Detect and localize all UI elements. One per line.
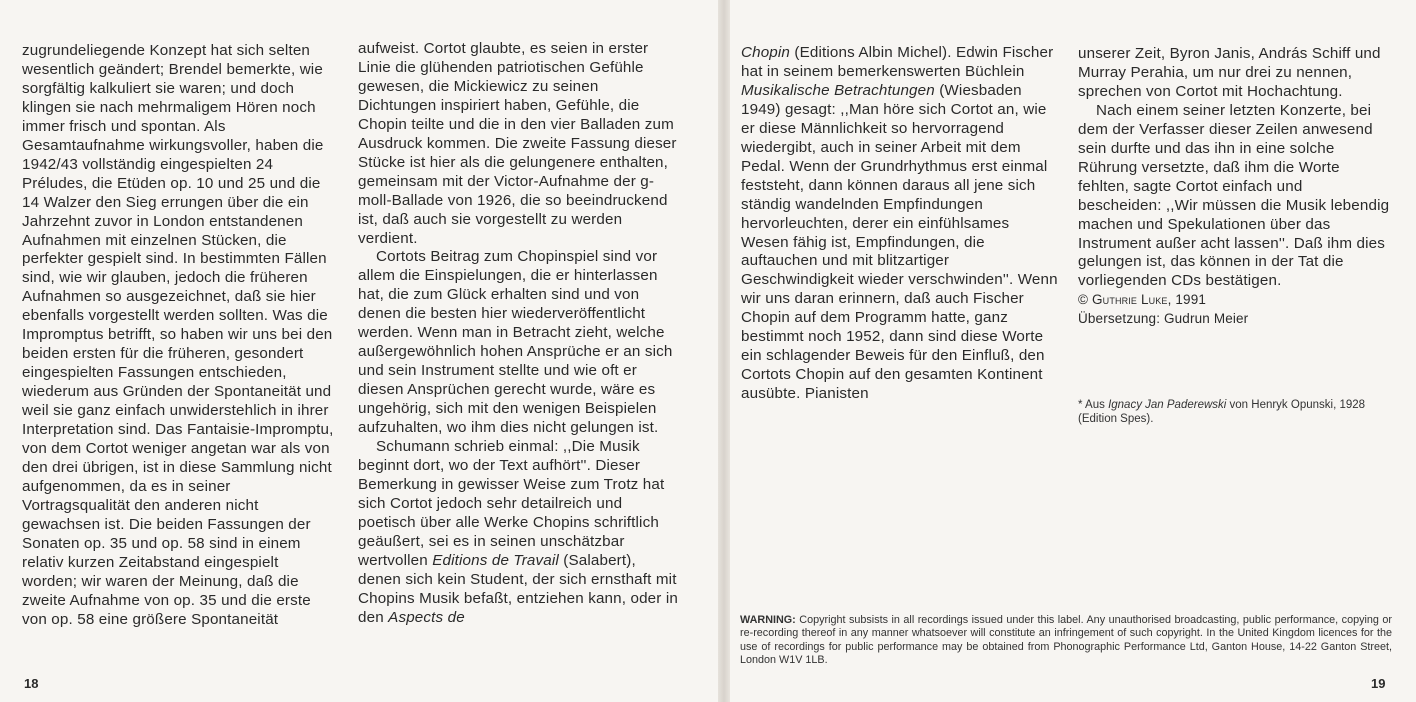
italic-title: Chopin bbox=[741, 44, 791, 61]
left-page-column-2 bbox=[358, 40, 678, 628]
paragraph: aufweist. Cortot glaubte, es seien in erster Linie die glühenden patriotischen Gefühle gewesen, die Mickiewicz zu seinen Dichtungen inspiriert haben, Gefühle, die Chopin teilte und die in den vier Balladen zum Ausdruck kommen. Die zweite Fassung dieser Stücke ist hier als die gelungenere enthalten, gemeinsam mit der Victor-Aufnahme der g-moll-Ballade von 1926, die so beeindruckend ist, daß auch sie vorgestellt zu werden verdient. bbox=[358, 40, 677, 247]
warning-label: WARNING: bbox=[740, 614, 796, 626]
right-page-column-1 bbox=[741, 44, 1059, 404]
page-number-left: 18 bbox=[24, 676, 39, 691]
author-credit bbox=[1078, 291, 1390, 310]
italic-title: Aspects de bbox=[388, 608, 465, 626]
italic-title: Musikalische Betrachtungen bbox=[741, 81, 935, 99]
text-run: (Wiesbaden 1949) gesagt: ,,Man höre sich Cortot an, wie er diese Männlichkeit so hervorragend wiedergibt, auch in seiner Arbeit mit dem Pedal. Wenn der Grundrhythmus erst einmal feststeht, dann können daraus all jene sich ständig wandelnden Empfindungen hervorleuchten, derer ein einfühlsames Wesen fähig ist, Empfindungen, die auftauchen und mit blitzartiger Geschwindigkeit wieder verschwinden''. Wenn wir uns daran erinnern, daß auch Fischer Chopin auf dem Programm hatte, ganz bestimmt noch 1952, dann sind diese Worte ein schlagender Beweis für den Einfluß, den Cortots Chopin auf den gesamten Kontinent ausübte. Pianisten bbox=[741, 81, 1058, 403]
text-run: (Salabert), denen sich kein Student, der sich ernsthaft mit Chopins Musik befaßt, entziehen kann, oder in den bbox=[358, 551, 678, 626]
copyright-symbol: © bbox=[1078, 292, 1089, 308]
paragraph: unserer Zeit, Byron Janis, András Schiff und Murray Perahia, um nur drei zu nennen, sprechen von Cortot mit Hochachtung. bbox=[1078, 45, 1381, 100]
warning-text: Copyright subsists in all recordings issued under this label. Any unauthorised broadcasting, public performance, copying or re-recording thereof in any manner whatsoever will constitute an infringement of such copyright. In the United Kingdom licences for the use of recordings for public performance may be obtained from Phonographic Performance Ltd, Ganton House, 14-22 Ganton Street, London W1V 1LB. bbox=[740, 614, 1392, 667]
credit-year: , 1991 bbox=[1167, 292, 1207, 308]
paragraph bbox=[358, 438, 678, 628]
italic-title: Editions de Travail bbox=[432, 551, 559, 569]
footnote bbox=[1078, 398, 1378, 426]
author-name: Guthrie Luke bbox=[1092, 292, 1168, 308]
left-page-column-1 bbox=[22, 42, 334, 630]
page-gutter bbox=[718, 0, 730, 702]
text-run: von Henryk Opunski, 1928 (Edition Spes). bbox=[1078, 399, 1366, 425]
paragraph: zugrundeliegende Konzept hat sich selten wesentlich geändert; Brendel bemerkte, wie sorgfältig kalkuliert sie waren; und doch klingen sie nach mehrmaligem Hören noch immer frisch und spontan. Als Gesamtaufnahme wirkungsvoller, haben die 1942/43 vollständig eingespielten 24 Préludes, die Etüden op. 10 und 25 und die 14 Walzer den Sieg errungen über die ein Jahrzehnt zuvor in London entstandenen Aufnahmen mit einzelnen Stücken, die perfekter gespielt sind. In bestimmten Fällen sind, wie wir glauben, jedoch die früheren Aufnahmen so ausgezeichnet, daß sie hier ebenfalls vorgestellt werden sollten. Was die Impromptus betrifft, so haben wir uns bei den beiden ersten für die früheren, gesondert eingespielten Fassungen entschieden, wiederum aus Gründen der Spontaneität und weil sie ganz einfach unwiderstehlich in ihrer Interpretation sind. Das Fantaisie-Impromptu, von dem Cortot weniger angetan war als von den drei übrigen, ist in diese Sammlung nicht aufgenommen, da es in seiner Vortragsqualität den anderen nicht gewachsen ist. Die beiden Fassungen der Sonaten op. 35 und op. 58 sind in einem relativ kurzen Zeitabstand eingespielt worden; wir waren der Meinung, daß die zweite Aufnahme von op. 35 und die erste von op. 58 eine größere Spontaneität bbox=[22, 42, 334, 628]
paragraph: Cortots Beitrag zum Chopinspiel sind vor allem die Einspielungen, die er hinterlassen hat, die zum Glück erhalten sind und von denen die besten hier wiederveröffentlicht werden. Wenn man in Betracht zieht, welche außergewöhnlich hohen Ansprüche er an sich und sein Instrument stellte und wie oft er diesen Ansprüchen gerecht wurde, wäre es ungehörig, sich mit den wenigen Beispielen aufzuhalten, wo ihm dies nicht gelungen ist. bbox=[358, 248, 673, 437]
paragraph bbox=[741, 44, 1059, 404]
page-number-right: 19 bbox=[1371, 676, 1386, 691]
text-run: * Aus bbox=[1078, 399, 1109, 411]
text-run: (Editions Albin Michel). Edwin Fischer hat in seinem bemerkenswerten Büchlein bbox=[741, 44, 1054, 80]
text-run: Schumann schrieb einmal: ,,Die Musik beginnt dort, wo der Text aufhört''. Dieser Bemerkung in gewisser Weise zum Trotz hat sich Cortot jedoch sehr detailreich und poetisch über alle Werke Chopins schriftlich geäußert, sei es in seinen unschätzbar wertvollen bbox=[358, 438, 665, 569]
italic-title: Ignacy Jan Paderewski bbox=[1108, 399, 1227, 411]
copyright-warning bbox=[740, 614, 1392, 668]
paragraph: Nach einem seiner letzten Konzerte, bei dem der Verfasser dieser Zeilen anwesend sein durfte und das ihn in eine solche Rührung versetzte, daß ihm die Worte fehlten, sagte Cortot einfach und bescheiden: ,,Wir müssen die Musik lebendig machen und Spekulationen über das Instrument außer acht lassen''. Daß ihm dies gelungen ist, das können in der Tat die vorliegenden CDs bestätigen. bbox=[1078, 101, 1390, 290]
translation-credit: Übersetzung: Gudrun Meier bbox=[1078, 311, 1249, 327]
right-page-column-2 bbox=[1078, 45, 1390, 329]
